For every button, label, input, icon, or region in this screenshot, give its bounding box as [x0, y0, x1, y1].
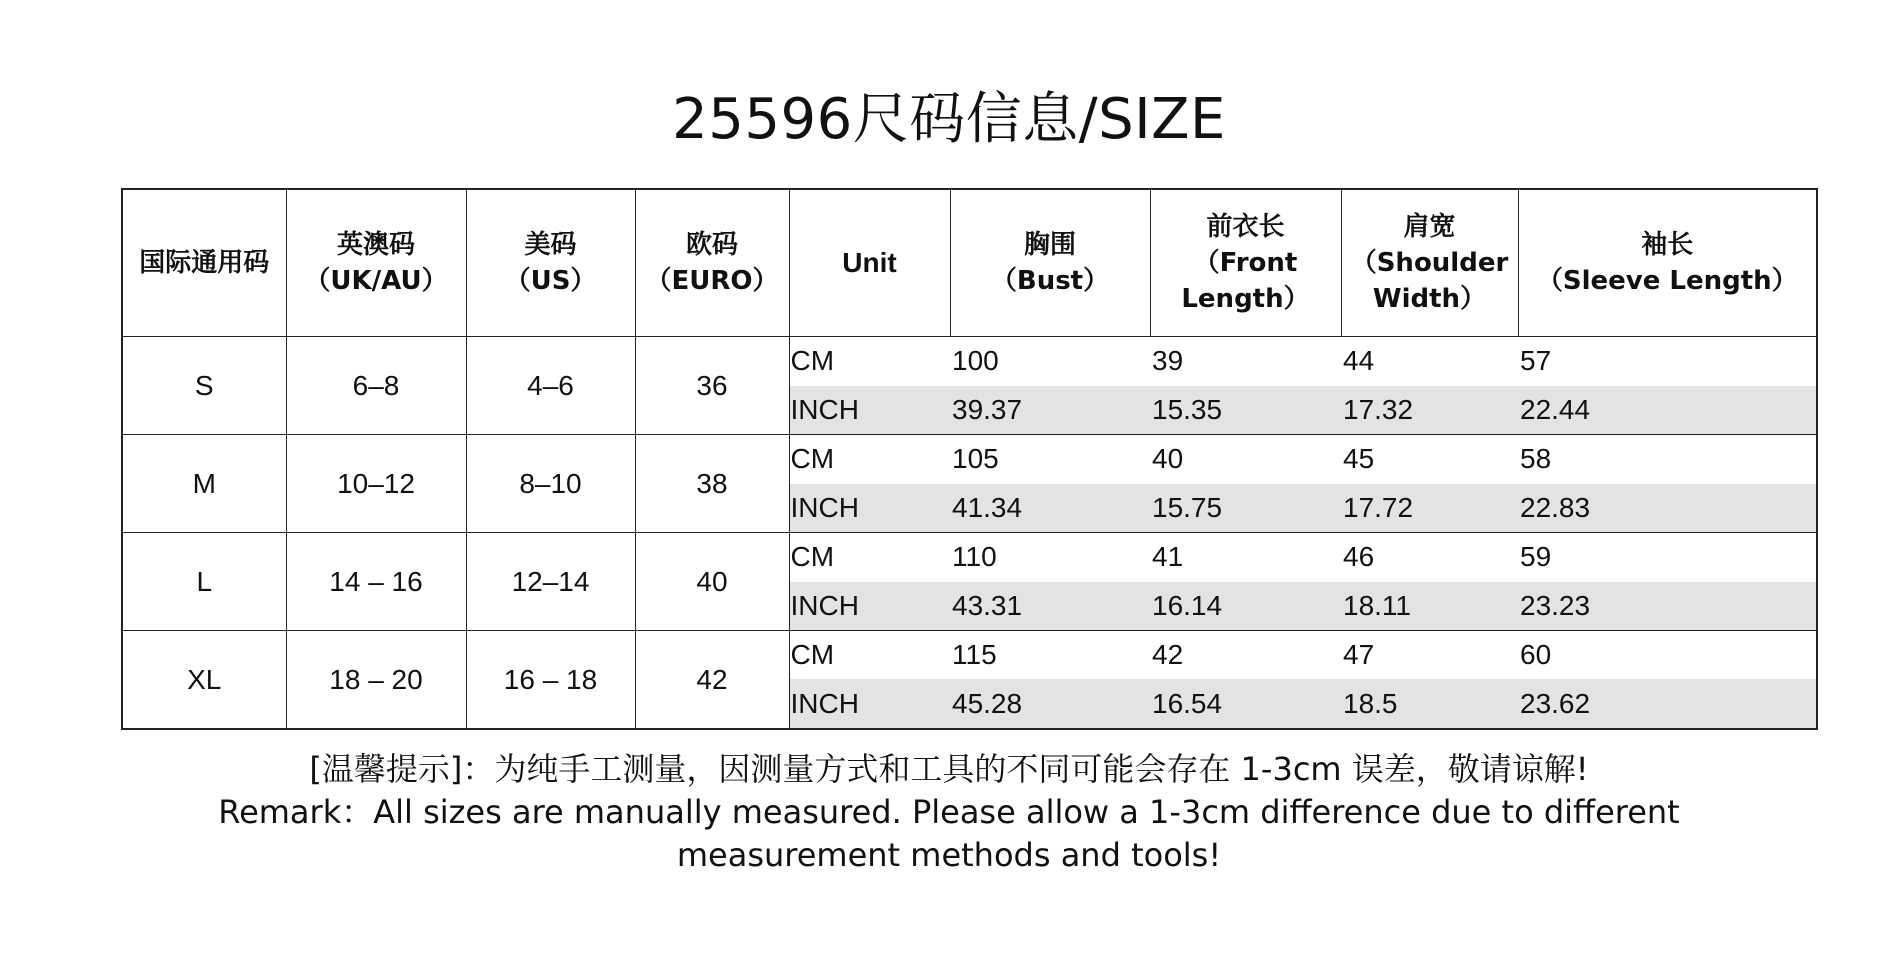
size-table: [121, 188, 1818, 730]
header-front-en1: （Front: [1193, 248, 1298, 278]
header-sleeve-length: [1518, 189, 1817, 337]
sleeve-length-cell: 23.62: [1518, 679, 1817, 729]
bust-cell: 43.31: [950, 582, 1150, 631]
bust-cell: 110: [952, 541, 997, 573]
header-front-cn: 前衣长: [1206, 212, 1285, 242]
header-euro-en: （EURO）: [645, 266, 779, 296]
header-shoulder-width: [1341, 189, 1518, 337]
remark-line-cn: [温馨提示]：为纯手工测量，因测量方式和工具的不同可能会存在 1-3cm 误差，敬请谅解!: [309, 750, 1589, 788]
header-shoulder-en2: Width）: [1372, 284, 1487, 314]
header-us: [466, 189, 635, 337]
uk-au-cell: 6–8: [286, 337, 466, 435]
header-euro-cn: 欧码: [685, 230, 738, 260]
table-row-s-cm: [122, 337, 1817, 386]
unit-cell: CM: [789, 533, 950, 582]
uk-au-cell: 18 – 20: [286, 631, 466, 730]
header-intl-size: [122, 189, 286, 337]
header-row: [122, 189, 1817, 337]
bust-cell: 41.34: [950, 484, 1150, 533]
header-us-en: （US）: [504, 266, 597, 296]
front-length-cell: 15.75: [1150, 484, 1341, 533]
header-bust: [950, 189, 1150, 337]
header-shoulder-en1: （Shoulder: [1350, 248, 1509, 278]
remark-note: [0, 748, 1898, 877]
table-row-xl-cm: [122, 631, 1817, 680]
shoulder-width-cell: 17.32: [1341, 386, 1518, 435]
page-title: 25596尺码信息/SIZE: [672, 87, 1226, 152]
unit-cell: CM: [789, 435, 950, 484]
sleeve-length-cell: 22.44: [1518, 386, 1817, 435]
us-cell: 12–14: [466, 533, 635, 631]
front-length-cell: 16.14: [1150, 582, 1341, 631]
header-sleeve-cn: 袖长: [1641, 230, 1694, 260]
us-cell: 8–10: [466, 435, 635, 533]
header-front-en2: Length）: [1181, 284, 1310, 314]
sleeve-length-cell: 60: [1518, 631, 1817, 680]
sleeve-length-cell: 22.83: [1518, 484, 1817, 533]
header-bust-en: （Bust）: [990, 266, 1110, 296]
header-euro: [635, 189, 789, 337]
shoulder-width-cell: 47: [1343, 639, 1375, 671]
shoulder-width-cell: 46: [1343, 541, 1375, 573]
header-uk-au-cn: 英澳码: [336, 230, 415, 260]
sleeve-length-cell: 59: [1518, 533, 1817, 582]
unit-cell: INCH: [789, 484, 950, 533]
shoulder-width-cell: 17.72: [1341, 484, 1518, 533]
front-length-cell: 39: [1152, 345, 1184, 377]
euro-cell: 38: [635, 435, 789, 533]
header-shoulder-cn: 肩宽: [1403, 212, 1456, 242]
header-unit: [789, 189, 950, 337]
header-front-length: [1150, 189, 1341, 337]
sleeve-length-cell: 23.23: [1518, 582, 1817, 631]
bust-cell: 39.37: [950, 386, 1150, 435]
bust-cell: 45.28: [950, 679, 1150, 729]
sleeve-length-cell: 58: [1518, 435, 1817, 484]
front-length-cell: 41: [1152, 541, 1184, 573]
euro-cell: 40: [635, 533, 789, 631]
header-bust-cn: 胸围: [1023, 230, 1076, 260]
unit-cell: INCH: [789, 679, 950, 729]
table-row-l-cm: [122, 533, 1817, 582]
header-intl-label: 国际通用码: [139, 248, 270, 278]
header-uk-au-en: （UK/AU）: [304, 266, 448, 296]
front-length-cell: 15.35: [1150, 386, 1341, 435]
size-cell: XL: [122, 631, 286, 730]
size-cell: S: [122, 337, 286, 435]
bust-cell: 115: [952, 639, 997, 671]
us-cell: 16 – 18: [466, 631, 635, 730]
remark-line-en-1: Remark：All sizes are manually measured. Please allow a 1-3cm difference due to different: [218, 793, 1680, 831]
shoulder-width-cell: 45: [1343, 443, 1375, 475]
header-unit-label: Unit: [842, 247, 897, 278]
header-uk-au: [286, 189, 466, 337]
euro-cell: 42: [635, 631, 789, 730]
bust-cell: 100: [952, 345, 999, 377]
unit-cell: INCH: [789, 386, 950, 435]
unit-cell: INCH: [789, 582, 950, 631]
shoulder-width-cell: 18.11: [1341, 582, 1518, 631]
uk-au-cell: 14 – 16: [286, 533, 466, 631]
front-length-cell: 42: [1152, 639, 1184, 671]
euro-cell: 36: [635, 337, 789, 435]
size-cell: L: [122, 533, 286, 631]
shoulder-width-cell: 18.5: [1341, 679, 1518, 729]
table-row-m-cm: [122, 435, 1817, 484]
front-length-cell: 40: [1152, 443, 1184, 475]
unit-cell: CM: [789, 337, 950, 386]
unit-cell: CM: [789, 631, 950, 680]
uk-au-cell: 10–12: [286, 435, 466, 533]
header-sleeve-en: （Sleeve Length）: [1536, 266, 1798, 296]
bust-cell: 105: [952, 443, 999, 475]
front-length-cell: 16.54: [1150, 679, 1341, 729]
header-us-cn: 美码: [524, 230, 577, 260]
us-cell: 4–6: [466, 337, 635, 435]
shoulder-width-cell: 44: [1343, 345, 1375, 377]
size-cell: M: [122, 435, 286, 533]
sleeve-length-cell: 57: [1518, 337, 1817, 386]
remark-line-en-2: measurement methods and tools!: [676, 836, 1222, 874]
